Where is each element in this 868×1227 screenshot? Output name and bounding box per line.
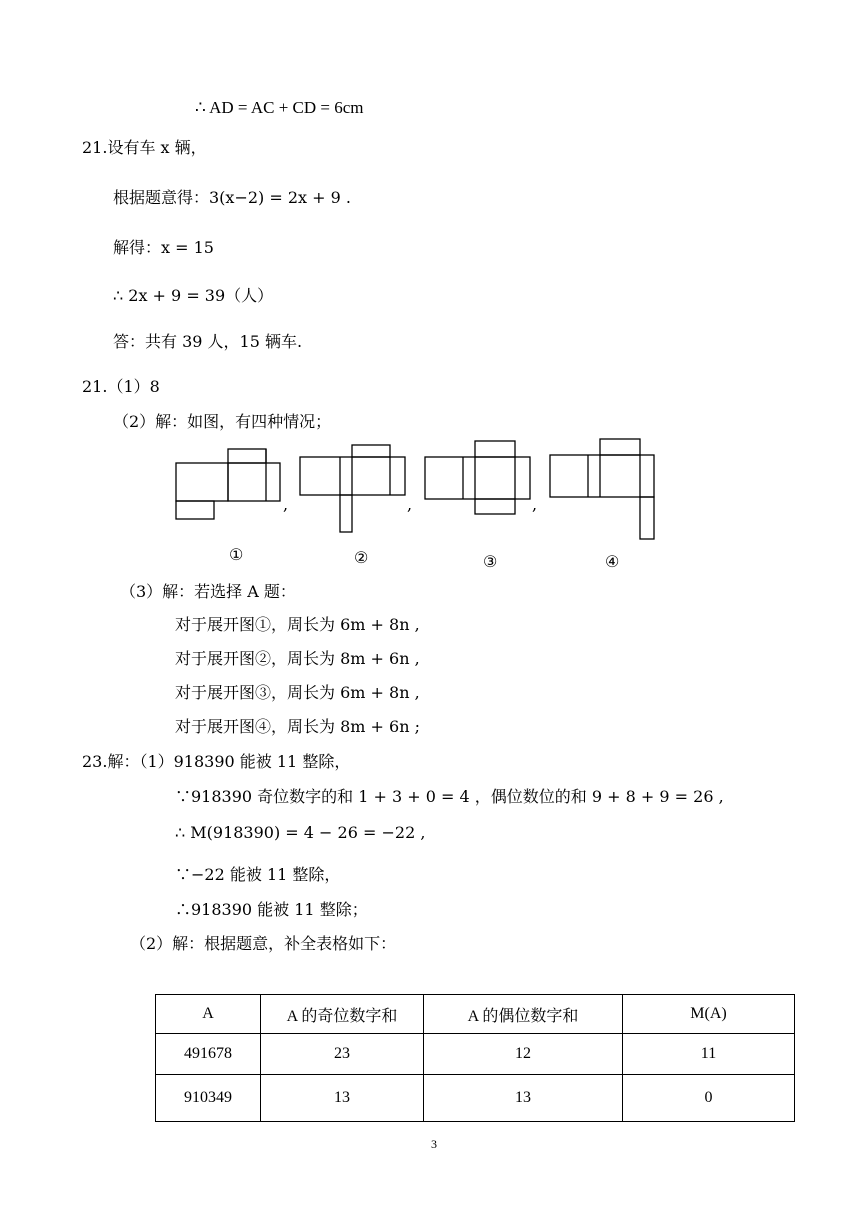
separator-2: , — [407, 495, 413, 514]
cube-nets-figure — [170, 435, 670, 545]
header-even-sum: A 的偶位数字和 — [424, 995, 623, 1034]
net-label-2: ② — [354, 548, 369, 567]
line-digit-sums: ∵918390 奇位数字的和 1 + 3 + 0 = 4 ，偶位数位的和 9 + 8 + 9 = 26 , — [175, 787, 724, 806]
sums-table — [155, 994, 795, 1122]
net-label-3: ③ — [483, 552, 498, 571]
header-odd-sum: A 的奇位数字和 — [261, 995, 424, 1034]
table-cell: 491678 — [156, 1034, 261, 1075]
line-divisible-22: ∵−22 能被 11 整除， — [175, 865, 341, 884]
net-label-4: ④ — [605, 552, 620, 571]
line-q23-part2: （2）解：根据题意，补全表格如下： — [130, 934, 397, 953]
table-cell: 11 — [623, 1034, 795, 1075]
line-answer: 答：共有 39 人，15 辆车. — [113, 332, 303, 351]
table-header-row — [156, 995, 795, 1034]
line-perimeter-3: 对于展开图③，周长为 6m + 8n , — [175, 683, 420, 702]
page-number: 3 — [431, 1137, 437, 1151]
line-q23-part1: 23.解：（1）918390 能被 11 整除， — [82, 752, 351, 771]
header-a: A — [156, 995, 261, 1034]
line-perimeter-1: 对于展开图①，周长为 6m + 8n , — [175, 615, 420, 634]
line-q21-part2: （2）解：如图，有四种情况； — [113, 412, 332, 431]
table-row — [156, 1075, 795, 1122]
line-q21-part3: （3）解：若选择 A 题： — [120, 582, 296, 601]
table-cell: 12 — [424, 1034, 623, 1075]
line-q21-part1: 21.（1）8 — [82, 377, 160, 396]
table-row — [156, 1034, 795, 1075]
net-4-diagram — [550, 439, 654, 539]
separator-3: , — [532, 495, 538, 514]
line-people: ∴ 2x + 9 = 39（人） — [113, 286, 274, 305]
line-solution: 解得：x = 15 — [113, 238, 214, 257]
table-cell: 0 — [623, 1075, 795, 1122]
line-q21-setup: 21.设有车 x 辆， — [82, 138, 207, 157]
line-perimeter-4: 对于展开图④，周长为 8m + 6n ; — [175, 717, 420, 736]
net-label-1: ① — [229, 545, 244, 564]
line-perimeter-2: 对于展开图②，周长为 8m + 6n , — [175, 649, 420, 668]
separator-1: , — [283, 495, 289, 514]
table-cell: 13 — [261, 1075, 424, 1122]
line-m-value: ∴ M(918390) = 4 − 26 = −22 , — [175, 823, 426, 842]
line-conclusion: ∴918390 能被 11 整除； — [175, 900, 368, 919]
net-3-diagram — [425, 441, 530, 514]
table-cell: 910349 — [156, 1075, 261, 1122]
net-2-diagram — [300, 445, 405, 532]
net-1-diagram — [176, 449, 280, 519]
line-equation: 根据题意得：3(x−2) = 2x + 9 . — [113, 188, 351, 207]
line-ad-result: ∴ AD = AC + CD = 6cm — [195, 98, 364, 117]
header-m: M(A) — [623, 995, 795, 1034]
table-cell: 23 — [261, 1034, 424, 1075]
table-cell: 13 — [424, 1075, 623, 1122]
